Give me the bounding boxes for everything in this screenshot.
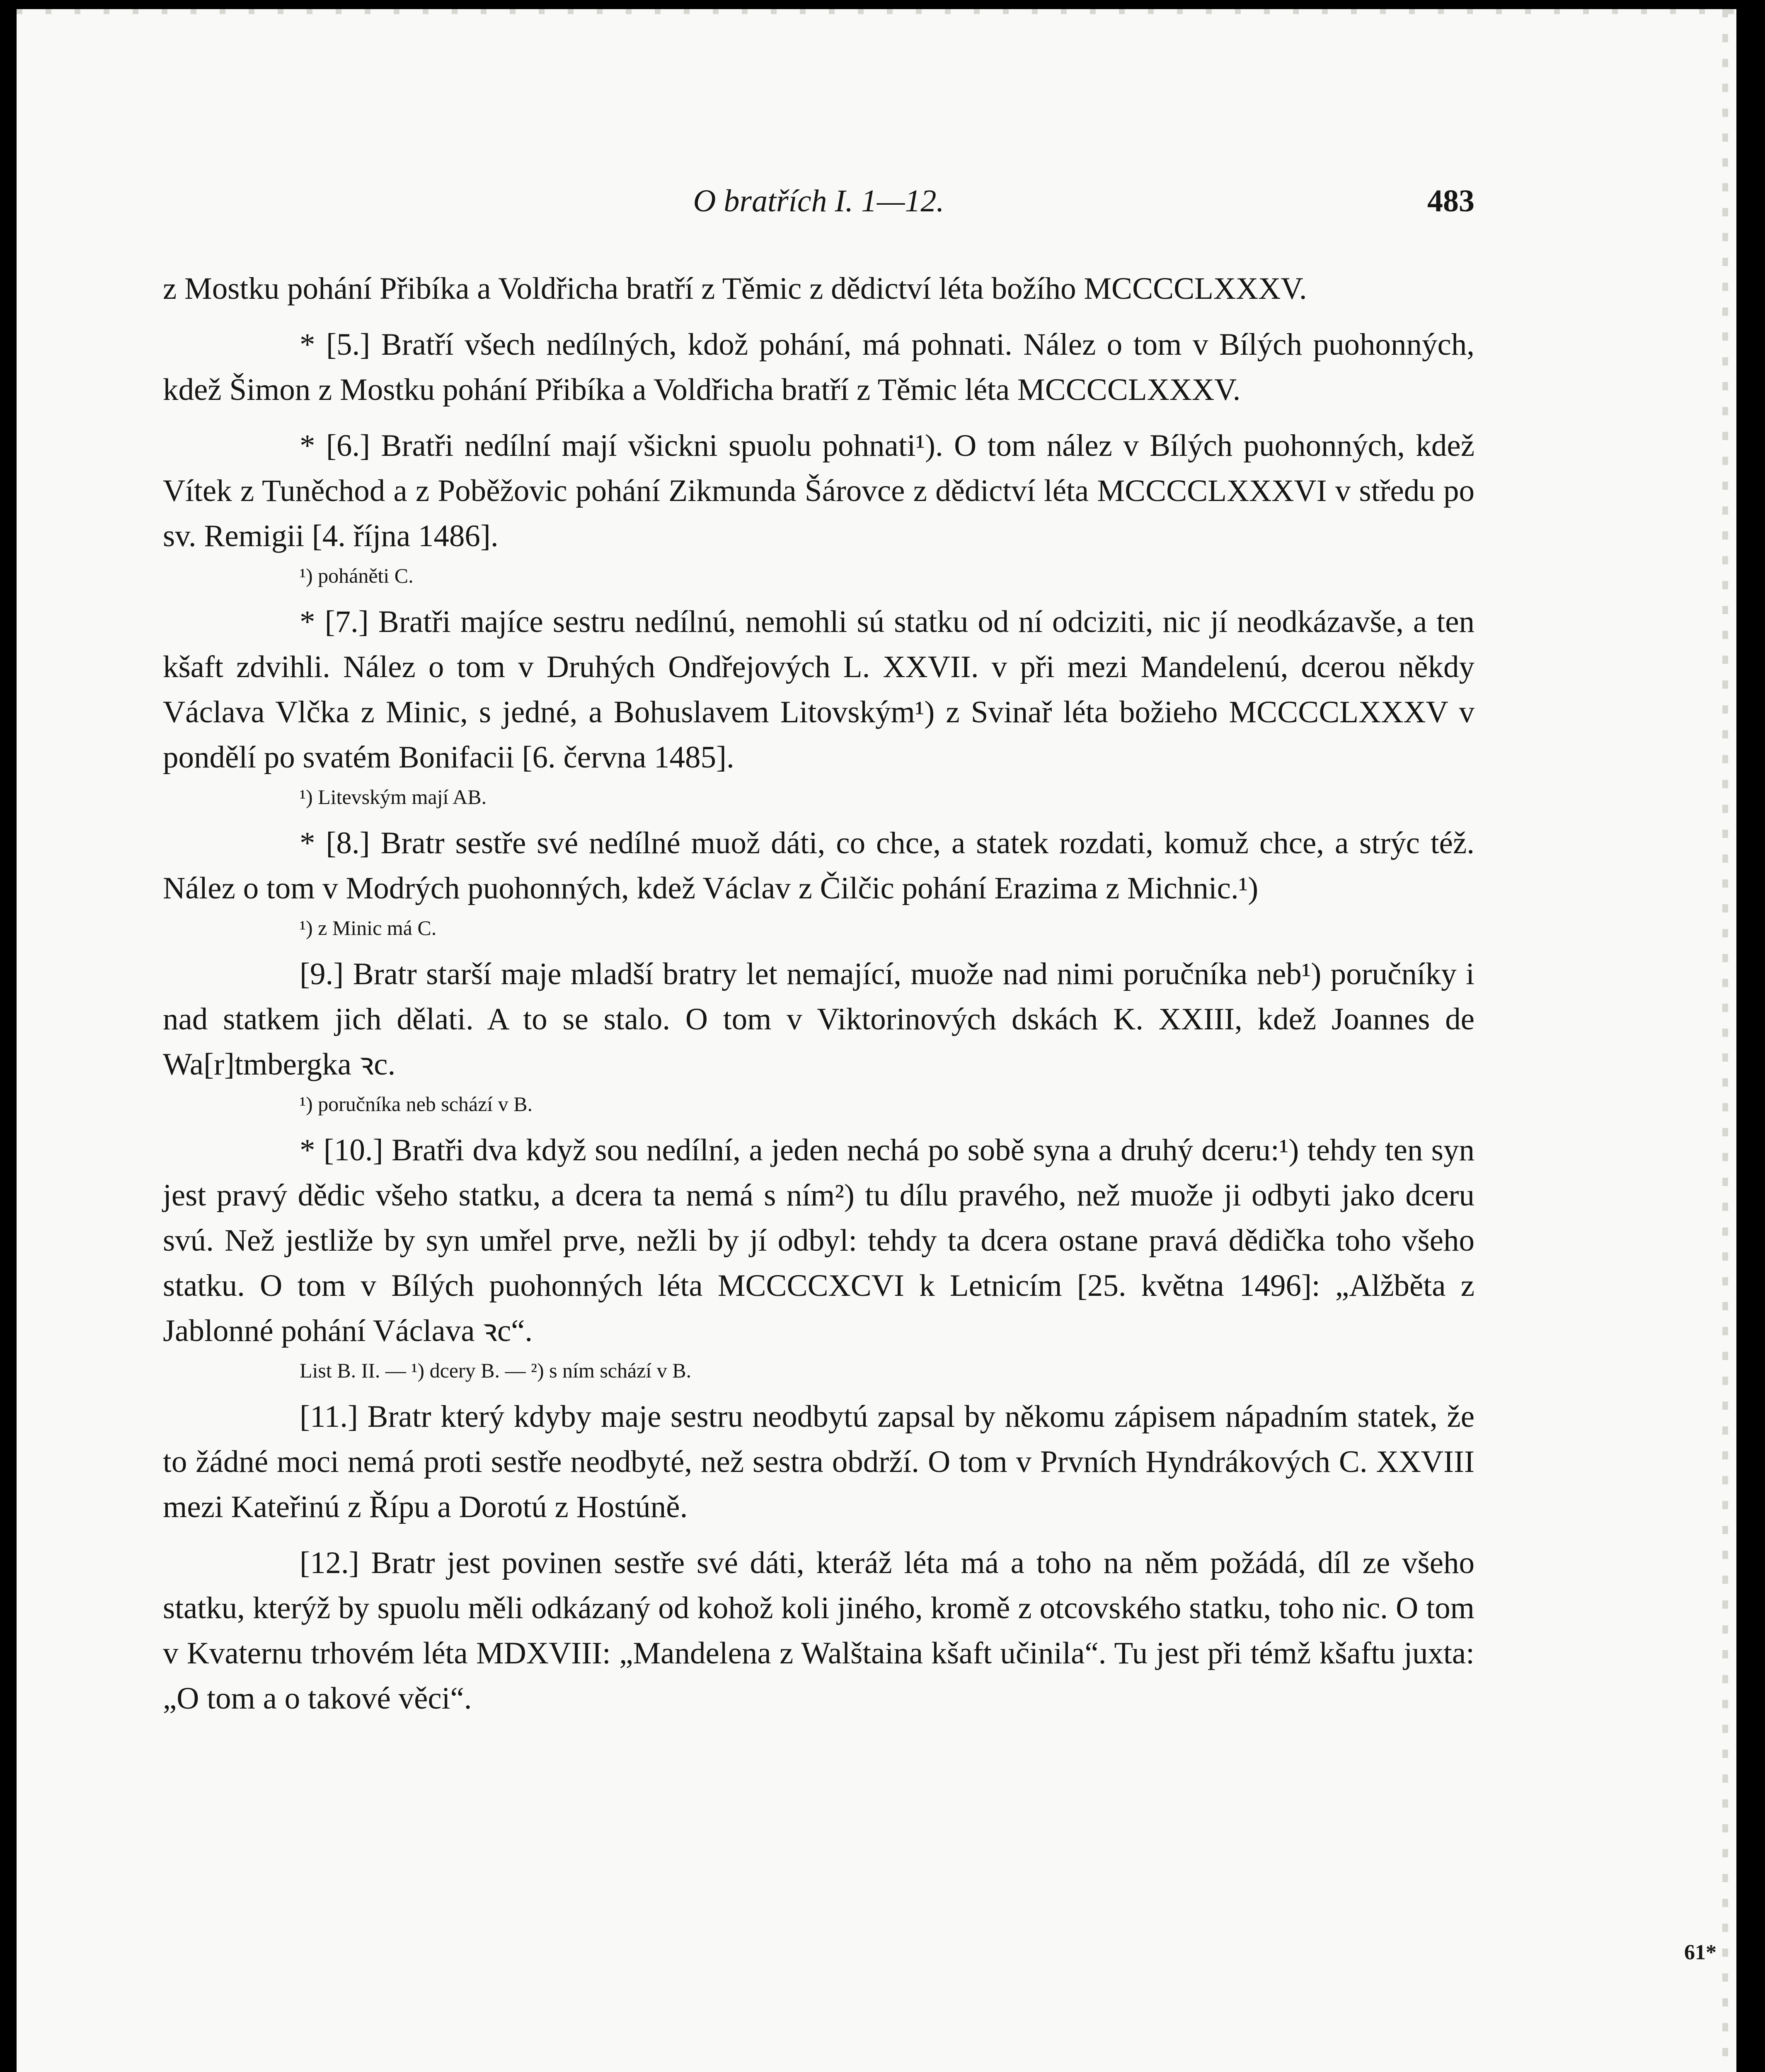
scan-edge-right (1722, 9, 1728, 2072)
running-title: O bratřích I. 1—12. (693, 184, 944, 218)
paragraph-8: * [8.] Bratr sestře své nedílné muož dáti, co chce, a statek rozdati, komuž chce, a strýc též. Nález o tom v Modrých puohonných, kdež Václav z Čilčic pohání Erazima z Michnic.¹) (163, 826, 1474, 905)
paragraph-10: * [10.] Bratři dva když sou nedílní, a jeden nechá po sobě syna a druhý dceru:¹) tehdy ten syn jest pravý dědic všeho statku, a dcera ta nemá s ním²) tu dílu pravého, než muože ji odbyti jako dceru svú. Než jestliže by syn umřel prve, nežli by jí odbyl: tehdy ta dcera ostane pravá dědička toho všeho statku. O tom v Bílých puohonných léta MCCCCXCVI k Letnicím [25. května 1496]: „Alžběta z Jablonné pohání Václava ꝛc“. (163, 1133, 1474, 1348)
paragraph-12: [12.] Bratr jest povinen sestře své dáti, kteráž léta má a toho na něm požádá, díl ze všeho statku, kterýž by spuolu měli odkázaný od kohož koli jiného, kromě z otcovského statku, toho nic. O tom v Kvaternu trhovém léta MDXVIII: „Mandelena z Walštaina kšaft učinila“. Tu jest při témž kšaftu juxta: „O tom a o takové věci“. (163, 1546, 1474, 1716)
paragraph-7: * [7.] Bratři majíce sestru nedílnú, nemohli sú statku od ní odciziti, nic jí neodkázavše, a ten kšaft zdvihli. Nález o tom v Druhých Ondřejových L. XXVII. v při mezi Mandelenú, dcerou někdy Václava Vlčka z Minic, s jedné, a Bohuslavem Litovským¹) z Svinař léta božieho MCCCCLXXXV v pondělí po svatém Bonifacii [6. června 1485]. (163, 605, 1474, 775)
page-number: 483 (1427, 184, 1474, 218)
paragraph-continuation: z Mostku pohání Přibíka a Voldřicha bratří z Těmic z dědictví léta božího MCCCCLXXXV. (163, 271, 1307, 306)
footnote-10: List B. II. — ¹) dcery B. — ²) s ním schází v B. (300, 1359, 692, 1382)
scan-edge-top (17, 9, 1736, 14)
paragraph-5: * [5.] Bratří všech nedílných, kdož pohání, má pohnati. Nález o tom v Bílých puohonných, kdež Šimon z Mostku pohání Přibíka a Voldřicha bratří z Těmic léta MCCCCLXXXV. (163, 327, 1474, 407)
paragraph-6: * [6.] Bratři nedílní mají všickni spuolu pohnati¹). O tom nález v Bílých puohonných, kdež Vítek z Tuněchod a z Poběžovic pohání Zikmunda Šárovce z dědictví léta MCCCCLXXXVI v středu po sv. Remigii [4. října 1486]. (163, 428, 1474, 553)
paragraph-11: [11.] Bratr který kdyby maje sestru neodbytú zapsal by někomu zápisem nápadním statek, že to žádné moci nemá proti sestře neodbyté, než sestra obdrží. O tom v Prvních Hyndrákových C. XXVIII mezi Kateřinú z Řípu a Dorotú z Hostúně. (163, 1399, 1474, 1524)
footnote-6: ¹) poháněti C. (300, 564, 414, 587)
footnote-7: ¹) Litevským mají AB. (300, 785, 487, 808)
body-text (163, 266, 1474, 1721)
signature-mark: 61* (1684, 1941, 1717, 1964)
paragraph-9: [9.] Bratr starší maje mladší bratry let nemající, muože nad nimi poručníka neb¹) poručníky i nad statkem jich dělati. A to se stalo. O tom v Viktorinových dskách K. XXIII, kdež Joannes de Wa[r]tmbergka ꝛc. (163, 957, 1474, 1082)
book-page (17, 9, 1736, 2072)
page-header (163, 183, 1474, 229)
footnote-9: ¹) poručníka neb schází v B. (300, 1092, 533, 1116)
footnote-8: ¹) z Minic má C. (300, 916, 437, 939)
